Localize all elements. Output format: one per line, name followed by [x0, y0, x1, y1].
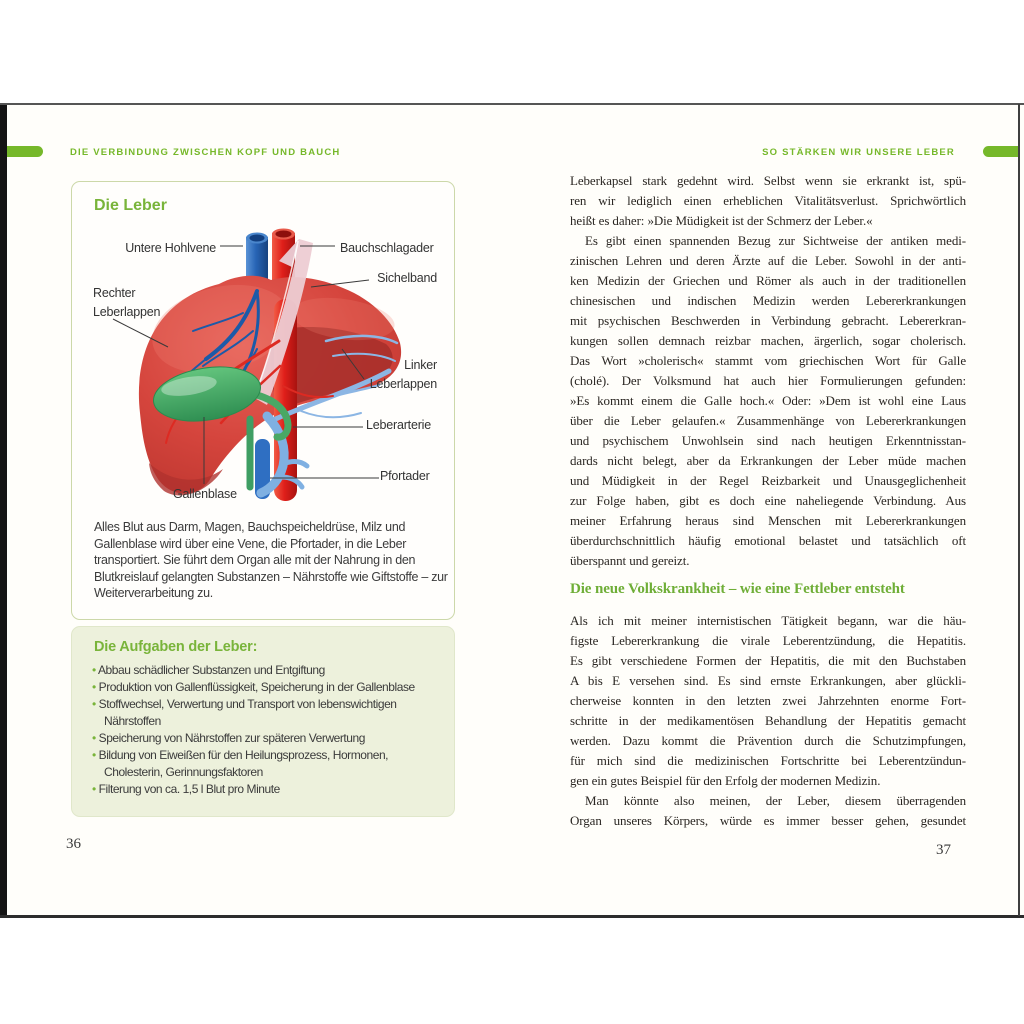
- text-line: cherweise konnten in den letzten zwei Jahrzehnten enorme Fort-: [570, 693, 966, 708]
- list-item-label: Bildung von Eiweißen für den Heilungsprozess, Hormonen, Cholesterin, Gerinnungsfaktoren: [98, 748, 389, 779]
- text-line: Man könnte also meinen, der Leber, diesem überragenden: [585, 793, 966, 808]
- text-line: »Es kommt einem die Galle hoch.« Oder: »Dem ist wohl eine Laus: [570, 393, 966, 408]
- paragraph: [570, 791, 966, 831]
- running-header-right: SO STÄRKEN WIR UNSERE LEBER: [762, 147, 955, 158]
- text-line: für mich sind die medizinischen Fortschritte bei Leberentzündun-: [570, 753, 966, 768]
- list-item: [92, 679, 446, 696]
- text-line: (cholé). Der Volksmund hat auch hier Formulierungen gefunden:: [570, 373, 966, 388]
- text-line: ren wir lediglich einen erheblichen Vitalitätsverlust. Sprichwörtlich: [570, 193, 966, 208]
- running-header-left: DIE VERBINDUNG ZWISCHEN KOPF UND BAUCH: [70, 147, 341, 158]
- text-line: chinesischen und indischen Medizin werden Lebererkrankungen: [570, 293, 966, 308]
- text-line: dards nicht belegt, aber da Erkrankungen der Leber müde machen: [570, 453, 966, 468]
- right-text-column: [570, 171, 966, 831]
- text-line: überdurchschnittlich häufig emotional belastet und tatsächlich oft: [570, 533, 966, 548]
- paragraph: [570, 231, 966, 571]
- tasks-list: [92, 662, 446, 798]
- label-sichelband: Sichelband: [377, 271, 437, 285]
- list-item-label: Produktion von Gallenflüssigkeit, Speicherung in der Gallenblase: [98, 680, 415, 694]
- text-line: überspannt und gereizt.: [570, 553, 690, 568]
- text-line: zur Folge haben, gibt es doch eine naheliegende Verbindung. Aus: [570, 493, 966, 508]
- text-line: über die Leber gelaufen.« Zusammenhänge von Lebererkrankungen: [570, 413, 966, 428]
- label-pfortader: Pfortader: [380, 469, 430, 483]
- bullet-icon: •: [92, 680, 99, 694]
- header-rule-left: [7, 146, 43, 157]
- text-line: Organ unseres Körpers, würde es immer besser gehen, gesundet: [570, 813, 966, 828]
- text-line: heißt es daher: »Die Müdigkeit ist der Schmerz der Leber.«: [570, 213, 873, 228]
- list-item-label: Stoffwechsel, Verwertung und Transport von lebenswichtigen Nährstoffen: [98, 697, 397, 728]
- paragraph: [570, 171, 966, 231]
- text-line: und Müdigkeit in der Regel Reizbarkeit und Unausgeglichenheit: [570, 473, 966, 488]
- list-item-label: Speicherung von Nährstoffen zur späteren Verwertung: [98, 731, 365, 745]
- text-line: gen ein gutes Beispiel für den Erfolg der modernen Medizin.: [570, 773, 881, 788]
- text-line: Als ich mit meiner internistischen Tätigkeit begann, war die häu-: [570, 613, 966, 628]
- list-item: [92, 730, 446, 747]
- list-item: [92, 781, 446, 798]
- page-edge-left: [0, 104, 7, 917]
- header-rule-right: [983, 146, 1018, 157]
- text-line: Leberkapsel stark gedehnt wird. Selbst wenn sie erkrankt ist, spü-: [570, 173, 966, 188]
- list-item-label: Filterung von ca. 1,5 l Blut pro Minute: [98, 782, 280, 796]
- label-leberarterie: Leberarterie: [366, 418, 432, 432]
- label-untere-hohlvene: Untere Hohlvene: [125, 241, 216, 255]
- page-edge-top: [0, 103, 1024, 105]
- label-linker-leberlappen: Linker Leberlappen: [369, 358, 437, 391]
- tasks-box-title: Die Aufgaben der Leber:: [94, 639, 258, 655]
- text-line: schritte in der medikamentösen Behandlung der Hepatitis gemacht: [570, 713, 966, 728]
- page-number-right: 37: [936, 842, 951, 858]
- page-number-left: 36: [66, 836, 81, 852]
- figure-caption: Alles Blut aus Darm, Magen, Bauchspeicheldrüse, Milz und Gallenblase wird über eine Vene, die Pfortader, in die Leber transportiert. Sie führt dem Organ alle mit der Nahrung in den Blutkreislauf gelangten Substanzen – Nährstoffe wie Giftstoffe – zur Weiterverarbeitung zu.: [94, 520, 448, 600]
- bullet-icon: •: [92, 697, 99, 711]
- section-heading: Die neue Volkskrankheit – wie eine Fettleber entsteht: [570, 581, 905, 597]
- label-bauchschlagader: Bauchschlagader: [340, 241, 434, 255]
- text-line: Es gibt einen spannenden Bezug zur Sichtweise der antiken medi-: [585, 233, 966, 248]
- text-line: Es gibt verschiedene Formen der Hepatitis, die mit den Buchstaben: [570, 653, 966, 668]
- list-item: [92, 696, 446, 730]
- page-edge-bottom: [0, 915, 1024, 918]
- text-line: figste Lebererkrankung die virale Leberentzündung, die Hepatitis.: [570, 633, 966, 648]
- bullet-icon: •: [92, 782, 99, 796]
- label-rechter-leberlappen: Rechter Leberlappen: [93, 286, 161, 319]
- figure-title: Die Leber: [94, 197, 167, 214]
- list-item: [92, 747, 446, 781]
- list-item-label: Abbau schädlicher Substanzen und Entgiftung: [97, 663, 325, 677]
- text-line: A bis E versehen sind. Es sind ernste Erkrankungen, aber glückli-: [570, 673, 966, 688]
- bullet-icon: •: [92, 731, 99, 745]
- bullet-icon: •: [92, 748, 99, 762]
- paragraph: [570, 611, 966, 791]
- label-gallenblase: Gallenblase: [173, 487, 237, 501]
- text-line: meiner Erfahrung heraus sind Menschen mit Lebererkrankungen: [570, 513, 966, 528]
- page-edge-right: [1018, 104, 1020, 916]
- bullet-icon: •: [92, 663, 98, 677]
- text-line: kungen sollen demnach reizbar machen, ärgerlich, sogar cholerisch.: [570, 333, 966, 348]
- text-line: mit psychischen Beschwerden in Verbindung gebracht. Lebererkran-: [570, 313, 966, 328]
- text-line: zinischen Lehren und deren Ärzte auf die Leber. Sowohl in der anti-: [570, 253, 966, 268]
- text-line: ken Medizin der Griechen und Römer als auch in der traditionellen: [570, 273, 966, 288]
- list-item: [92, 662, 446, 679]
- text-line: Das Wort »cholerisch« stammt vom griechischen Wort für Galle: [570, 353, 966, 368]
- text-line: und psychischem Unwohlsein sind nach heutigen Erkenntnisstan-: [570, 433, 966, 448]
- text-line: werden. Dazu kommt die Prävention durch die Schutzimpfungen,: [570, 733, 966, 748]
